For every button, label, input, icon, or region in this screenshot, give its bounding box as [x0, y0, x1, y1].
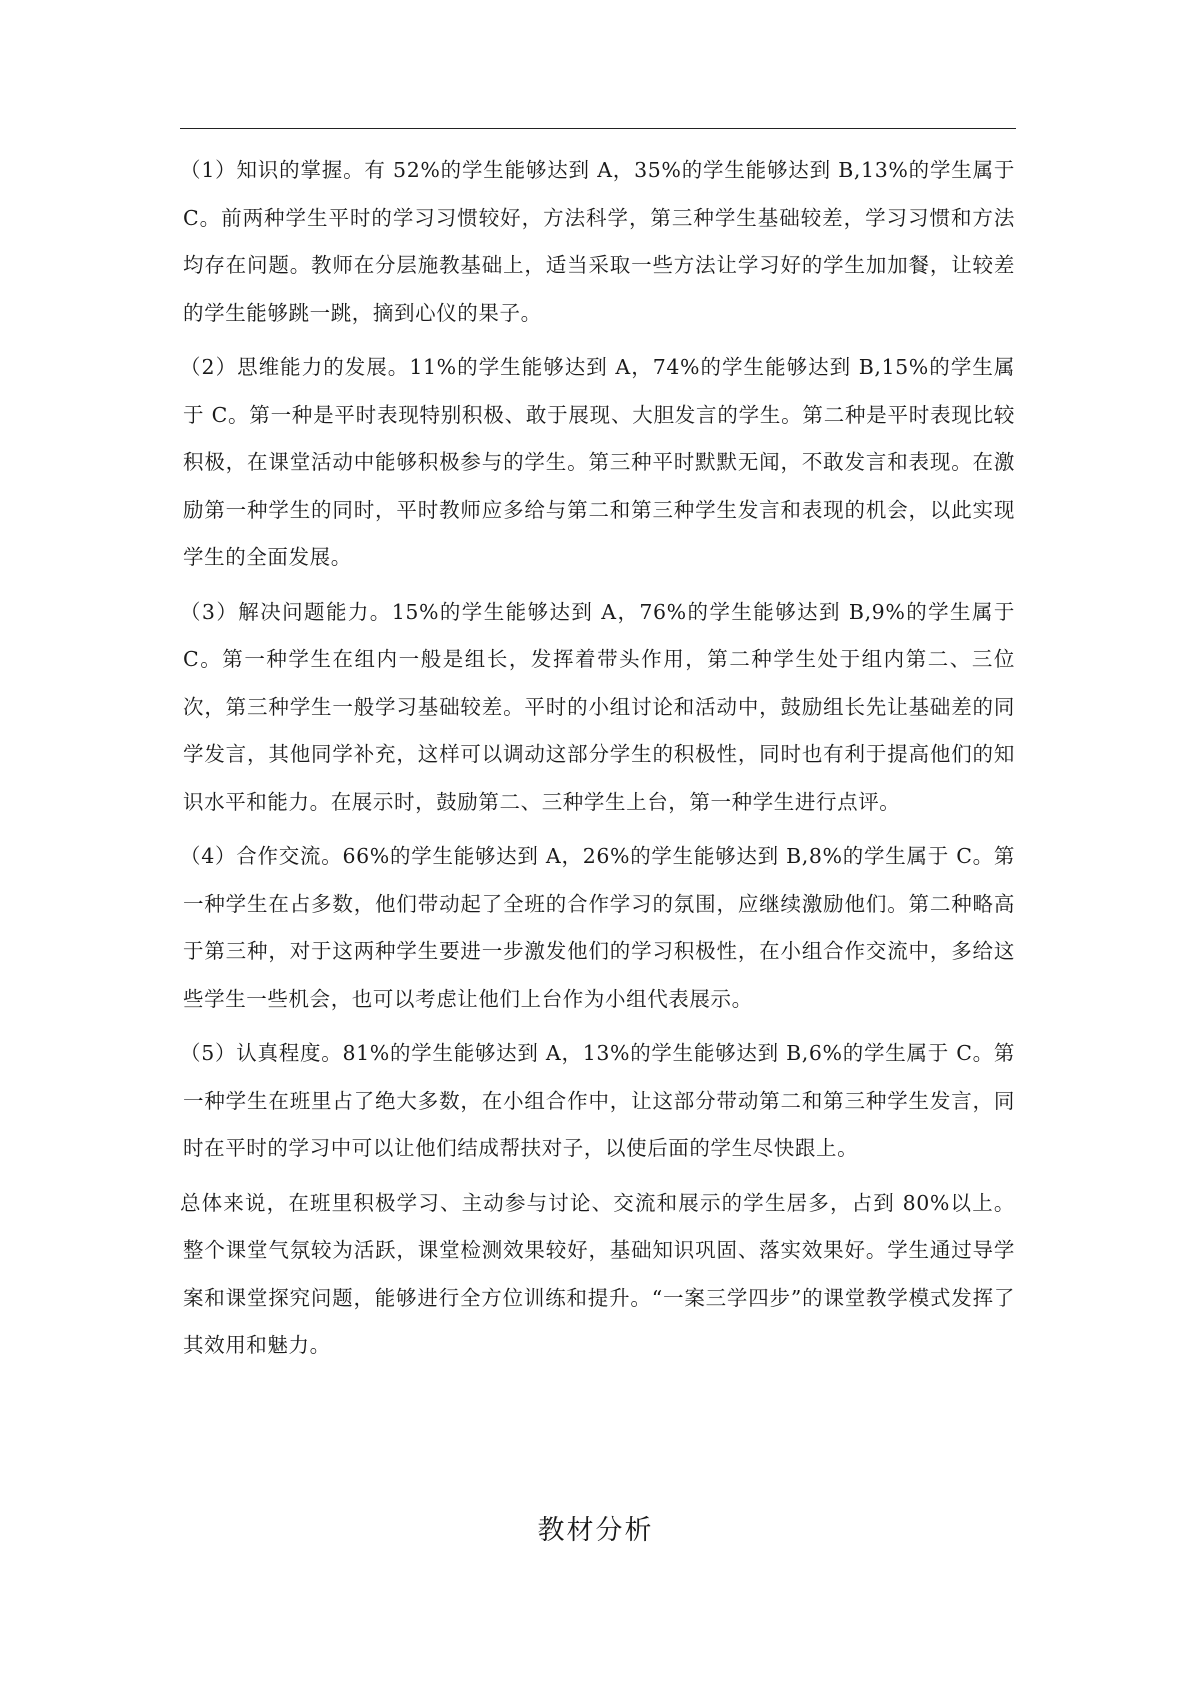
- paragraph-knowledge: （1）知识的掌握。有 52%的学生能够达到 A，35%的学生能够达到 B,13%的学生属于 C。前两种学生平时的学习习惯较好，方法科学，第三种学生基础较差，学习习惯和方法均存在问题。教师在分层施教基础上，适当采取一些方法让学习好的学生加加餐，让较差的学生能够跳一跳，摘到心仪的果子。: [180, 158, 1015, 325]
- paragraph-problem-solving: （3）解决问题能力。15%的学生能够达到 A，76%的学生能够达到 B,9%的学生属于 C。第一种学生在组内一般是组长，发挥着带头作用，第二种学生处于组内第二、三位次，第三种学生一般学习基础较差。平时的小组讨论和活动中，鼓励组长先让基础差的同学发言，其他同学补充，这样可以调动这部分学生的积极性，同时也有利于提高他们的知识水平和能力。在展示时，鼓励第二、三种学生上台，第一种学生进行点评。: [180, 599, 1015, 814]
- paragraph-thinking: （2）思维能力的发展。11%的学生能够达到 A，74%的学生能够达到 B,15%的学生属于 C。第一种是平时表现特别积极、敢于展现、大胆发言的学生。第二种是平时表现比较积极，在课堂活动中能够积极参与的学生。第三种平时默默无闻，不敢发言和表现。在激励第一种学生的同时，平时教师应多给与第二和第三种学生发言和表现的机会，以此实现学生的全面发展。: [180, 355, 1015, 569]
- header-rule: [180, 128, 1016, 129]
- paragraph-cooperation: （4）合作交流。66%的学生能够达到 A，26%的学生能够达到 B,8%的学生属于 C。第一种学生在占多数，他们带动起了全班的合作学习的氛围，应继续激励他们。第二种略高于第三种，对于这两种学生要进一步激发他们的学习积极性，在小组合作交流中，多给这些学生一些机会，也可以考虑让他们上台作为小组代表展示。: [180, 844, 1015, 1011]
- section-title: 教材分析: [537, 1515, 654, 1546]
- paragraph-seriousness: （5）认真程度。81%的学生能够达到 A，13%的学生能够达到 B,6%的学生属于 C。第一种学生在班里占了绝大多数，在小组合作中，让这部分带动第二和第三种学生发言，同时在平时的学习中可以让他们结成帮扶对子，以使后面的学生尽快跟上。: [180, 1041, 1015, 1160]
- paragraph-summary: 总体来说，在班里积极学习、主动参与讨论、交流和展示的学生居多，占到 80%以上。整个课堂气氛较为活跃，课堂检测效果较好，基础知识巩固、落实效果好。学生通过导学案和课堂探究问题，能够进行全方位训练和提升。“一案三学四步”的课堂教学模式发挥了其效用和魅力。: [180, 1190, 1015, 1357]
- body-text: [180, 147, 1015, 1377]
